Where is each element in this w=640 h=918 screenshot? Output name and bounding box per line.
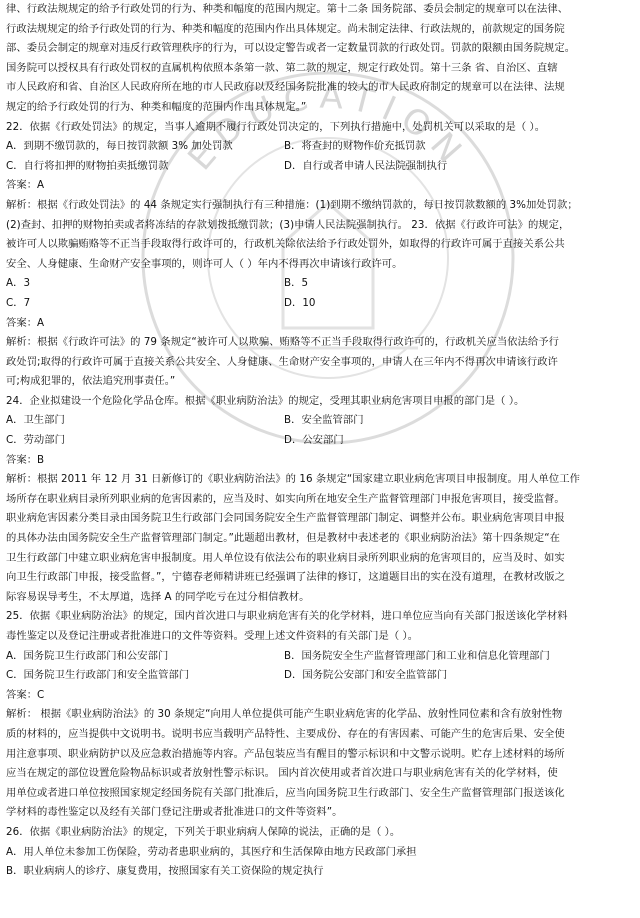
text-line: 应当在规定的部位设置危险物品标识或者放射性警示标识。 国内首次使用或者首次进口与职业病危害有关的化学材料，使 bbox=[6, 767, 558, 780]
text-line: 职业病危害因素分类目录由国务院卫生行政部门会同国务院安全生产监督管理部门制定、调整并公布。职业病危害项目申报 bbox=[6, 512, 565, 525]
text-line: 用注意事项、职业病防护以及应急救治措施等内容。产品包装应当有醒目的警示标识和中文警示说明。贮存上述材料的场所 bbox=[6, 747, 565, 760]
options-row bbox=[6, 431, 634, 451]
text-line: 部、委员会制定的规章对违反行政管理秩序的行为，可以设定警告或者一定数量罚款的行政处罚。罚款的限额由国务院规定。 bbox=[6, 42, 576, 55]
option-item: C．7 bbox=[6, 296, 31, 309]
options-row bbox=[6, 157, 634, 177]
option-item: A．国务院卫生行政部门和公安部门 bbox=[6, 649, 169, 662]
option-item: A．卫生部门 bbox=[6, 414, 65, 427]
text-line: 答案：B bbox=[6, 453, 45, 466]
option-item: C．国务院卫生行政部门和安全监管部门 bbox=[6, 669, 190, 682]
text-line: 24．企业拟建设一个危险化学品仓库。根据《职业病防治法》的规定，受理其职业病危害项目申报的部门是（ ）。 bbox=[6, 394, 525, 407]
option-item: B．国务院安全生产监督管理部门和工业和信息化管理部门 bbox=[284, 649, 550, 662]
text-line: 国务院可以授权具有行政处罚权的直属机构依照本条第一款、第二款的规定，规定行政处罚。第十三条 省、自治区、直辖 bbox=[6, 61, 558, 74]
text-line: 答案：A bbox=[6, 316, 45, 329]
text-line: 26．依据《职业病防治法》的规定，下列关于职业病病人保障的说法，正确的是（ ）。 bbox=[6, 825, 401, 838]
text-line: 22．依据《行政处罚法》的规定，当事人逾期不履行行政处罚决定的，下列执行措施中，处罚机关可以采取的是（ ）。 bbox=[6, 120, 546, 133]
text-line: 毒性鉴定以及登记注册或者批准进口的文件等资料。受理上述文件资料的有关部门是（ ）。 bbox=[6, 630, 419, 642]
option-item: D．公安部门 bbox=[284, 434, 344, 447]
options-row bbox=[6, 294, 634, 314]
options-row bbox=[6, 274, 634, 294]
option-item: B．将查封的财物作价充抵罚款 bbox=[284, 140, 426, 153]
option-item: C．自行将扣押的财物拍卖抵缴罚款 bbox=[6, 159, 169, 172]
option-item: B．安全监管部门 bbox=[284, 414, 364, 427]
text-line: 25．依据《职业病防治法》的规定，国内首次进口与职业病危害有关的化学材料，进口单位应当向有关部门报送该化学材料 bbox=[6, 610, 568, 623]
option-item: A．3 bbox=[6, 277, 31, 290]
options-row bbox=[6, 666, 634, 686]
text-line: 的具体办法由国务院安全生产监督管理部门制定。”此题超出教材，但是教材中表述老的《职业病防治法》第十四条规定“在 bbox=[6, 532, 561, 545]
text-line: 答案：A bbox=[6, 179, 45, 192]
text-line: 政处罚;取得的行政许可属于直接关系公共安全、人身健康、生命财产安全事项的，申请人在三年内不得再次申请该行政许 bbox=[6, 355, 558, 368]
text-line: 解析：根据 2011 年 12 月 31 日新修订的《职业病防治法》的 16 条规定“国家建立职业病危害项目申报制度。用人单位工作 bbox=[6, 473, 580, 486]
text-line: 用单位或者进口单位按照国家规定经国务院有关部门批准后，应当向国务院卫生行政部门、安全生产监督管理部门报送该化 bbox=[6, 786, 565, 799]
text-line: 卫生行政部门中建立职业病危害申报制度。用人单位设有依法公布的职业病目录所列职业病的危害项目的，应当及时、如实 bbox=[6, 551, 565, 564]
option-item: B．5 bbox=[284, 277, 309, 290]
text-line: 质的材料的，应当提供中文说明书。说明书应当载明产品特性、主要成份、存在的有害因素、可能产生的危害后果、安全使 bbox=[6, 727, 565, 740]
text-line: 际容易误导考生，不太厚道，选择 A 的同学吃亏在过分相信教材。 bbox=[6, 590, 310, 603]
option-item: A．到期不缴罚款的，每日按罚款额 3% 加处罚款 bbox=[6, 140, 233, 153]
text-line: A．用人单位未参加工伤保险，劳动者患职业病的，其医疗和生活保障由地方民政部门承担 bbox=[6, 845, 417, 858]
text-line: 场所存在职业病目录所列职业病的危害因素的，应当及时、如实向所在地安全生产监督管理部门申报危害项目，接受监督。 bbox=[6, 492, 565, 505]
text-line: 解析：根据《行政处罚法》的 44 条规定实行强制执行有三种措施：(1)到期不缴纳罚款的，每日按罚款数额的 3%加处罚款； bbox=[6, 198, 578, 211]
text-line: B．职业病病人的诊疗、康复费用，按照国家有关工资保险的规定执行 bbox=[6, 865, 324, 878]
options-row bbox=[6, 647, 634, 667]
svg-text:EDUCATION: EDUCATION bbox=[180, 76, 476, 179]
option-item: C．劳动部门 bbox=[6, 434, 65, 447]
option-item: D．国务院公安部门和安全监管部门 bbox=[284, 669, 448, 682]
text-line: (2)查封、扣押的财物拍卖或者将冻结的存款划拨抵缴罚款；(3)申请人民法院强制执行。 23．依据《行政许可法》的规定， bbox=[6, 218, 570, 231]
text-line: 向卫生行政部门申报，接受监督。”，宁德春老师精讲班已经强调了法律的修订，这道题目出的实在没有道理，在教材改版之 bbox=[6, 571, 565, 584]
option-item: D．10 bbox=[284, 296, 316, 309]
text-line: 解析： 根据《职业病防治法》的 30 条规定“向用人单位提供可能产生职业病危害的化学品、放射性同位素和含有放射性物 bbox=[6, 708, 563, 721]
text-line: 律、行政法规规定的给予行政处罚的行为、种类和幅度的范围内规定。第十二条 国务院部、委员会制定的规章可以在法律、 bbox=[6, 3, 569, 15]
options-row bbox=[6, 137, 634, 157]
text-line: 被许可人以欺骗贿赂等不正当手段取得行政许可的，行政机关除依法给予行政处罚外，如取得的行政许可属于直接关系公共 bbox=[6, 238, 565, 251]
options-row bbox=[6, 411, 634, 431]
text-line: 规定的给予行政处罚的行为、种类和幅度的范围内作出具体规定。” bbox=[6, 100, 307, 113]
text-line: 解析：根据《行政许可法》的 79 条规定“被许可人以欺骗、贿赂等不正当手段取得行政许可的，行政机关应当依法给予行 bbox=[6, 336, 559, 349]
text-line: 安全、人身健康、生命财产安全事项的，则许可人（ ）年内不得再次申请该行政许可。 bbox=[6, 257, 403, 270]
text-line: 行政法规规定的给予行政处罚的行为、种类和幅度的范围内作出具体规定。尚未制定法律、行政法规的，前款规定的国务院 bbox=[6, 22, 565, 35]
text-line: 学材料的毒性鉴定以及经有关部门登记注册或者批准进口的文件等资料”。 bbox=[6, 806, 343, 819]
text-line: 可;构成犯罪的，依法追究刑事责任。” bbox=[6, 375, 176, 388]
text-line: 答案：C bbox=[6, 688, 45, 701]
text-line: 市人民政府和省、自治区人民政府所在地的市人民政府以及经国务院批准的较大的市人民政府制定的规章可以在法律、法规 bbox=[6, 81, 565, 94]
option-item: D．自行或者申请人民法院强制执行 bbox=[284, 159, 448, 172]
